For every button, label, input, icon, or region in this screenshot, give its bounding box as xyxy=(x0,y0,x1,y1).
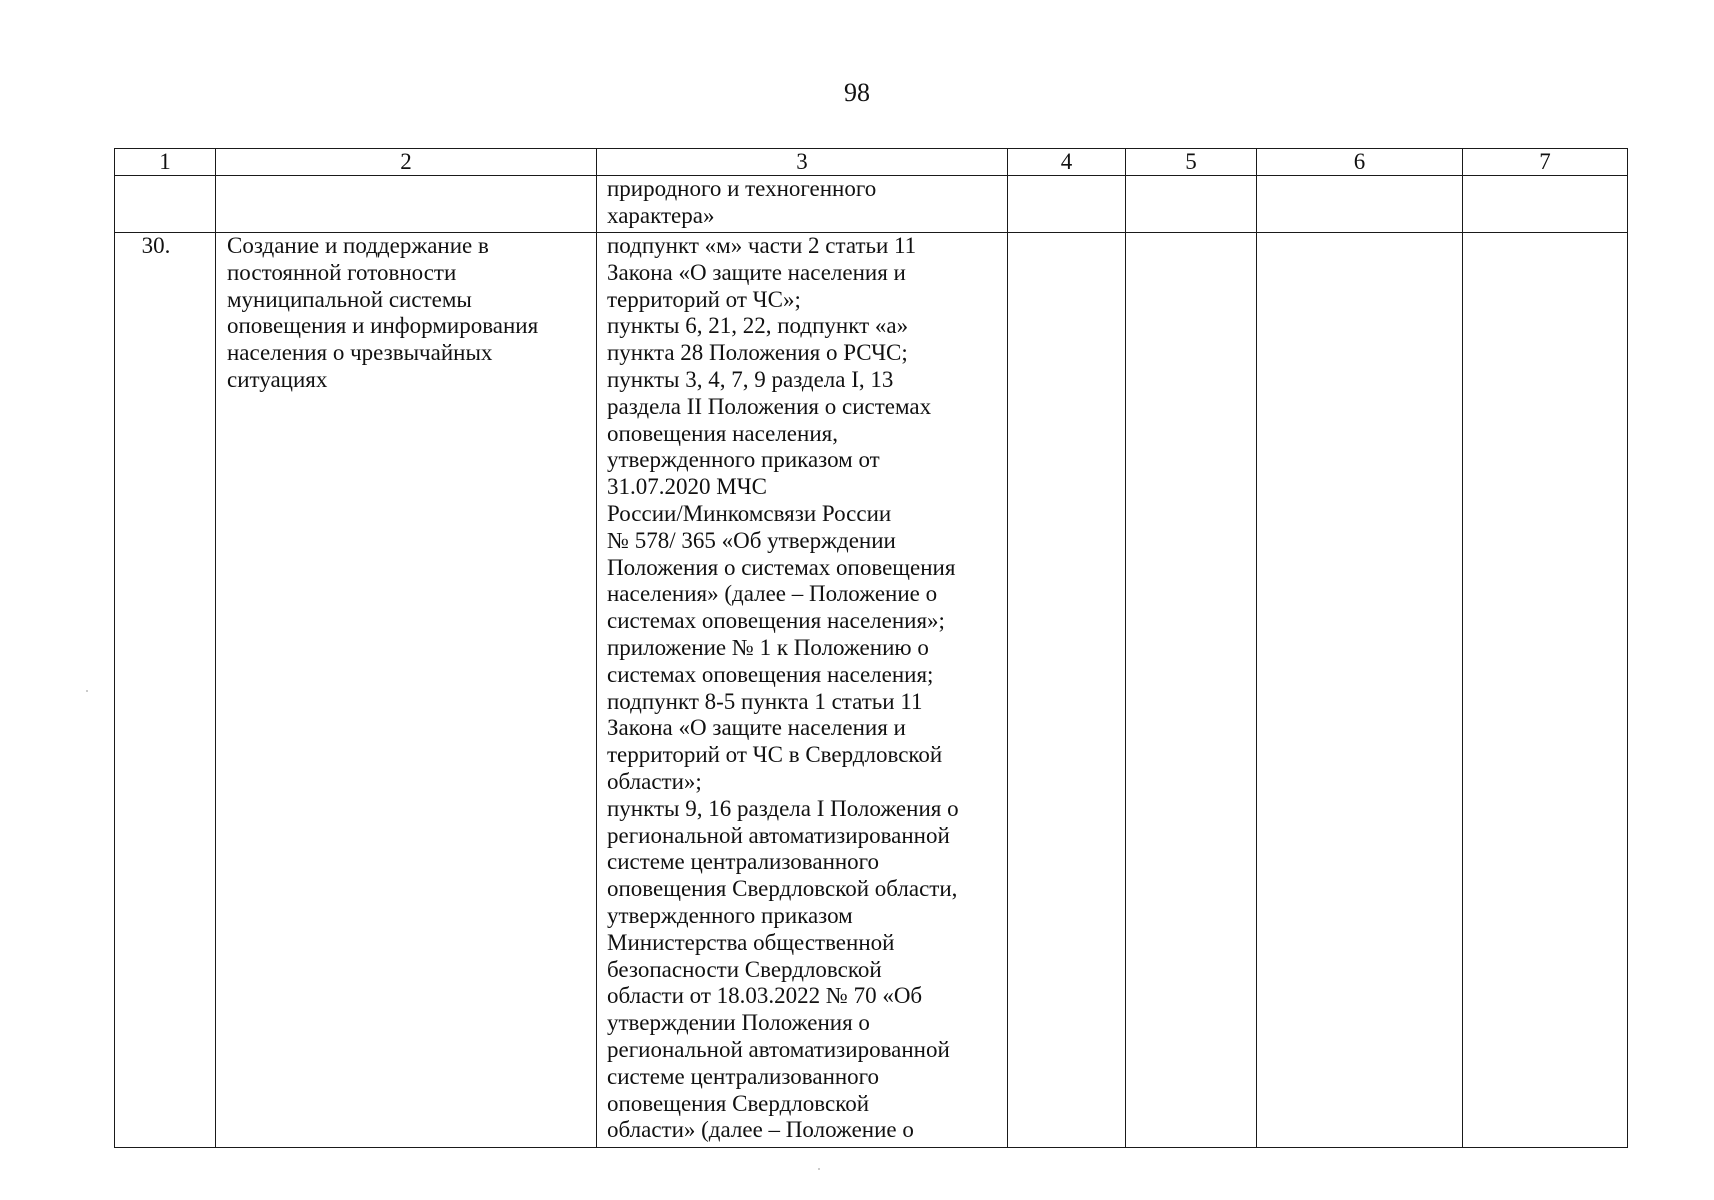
text-line: системах оповещения населения»; xyxy=(607,608,945,634)
text-line: безопасности Свердловской xyxy=(607,956,882,982)
text-line: системе централизованного xyxy=(607,849,880,875)
column-header-3: 3 xyxy=(597,149,1008,176)
scan-speck xyxy=(818,1168,820,1170)
text-line: пункты 6, 21, 22, подпункт «а» xyxy=(607,313,909,339)
continuation-row-col4 xyxy=(1008,176,1126,233)
text-line: утвержденного приказом xyxy=(607,902,853,928)
text-line: населения» (далее – Положение о xyxy=(607,581,938,607)
row-30-col6 xyxy=(1257,233,1463,1148)
text-line: региональной автоматизированной xyxy=(607,1036,950,1062)
text-line: подпункт 8-5 пункта 1 статьи 11 xyxy=(607,688,923,714)
text-line: области»; xyxy=(607,768,702,794)
text-line: населения о чрезвычайных xyxy=(227,340,493,366)
text-line: оповещения Свердловской области, xyxy=(607,876,958,902)
text-line: оповещения Свердловской xyxy=(607,1090,870,1116)
text-line: Закона «О защите населения и xyxy=(607,259,906,285)
row-number: 30. xyxy=(115,233,216,1148)
text-line: 31.07.2020 МЧС xyxy=(607,474,767,500)
continuation-row-col1 xyxy=(115,176,216,233)
text-line: природного и техногенного xyxy=(607,176,877,201)
page-number: 98 xyxy=(844,78,870,107)
continuation-row-col6 xyxy=(1257,176,1463,233)
text-line: территорий от ЧС в Свердловской xyxy=(607,742,943,768)
text-line: Положения о системах оповещения xyxy=(607,554,956,580)
continuation-row xyxy=(115,176,1628,233)
row-30-requirement xyxy=(216,233,597,1148)
continuation-row-col5 xyxy=(1126,176,1257,233)
column-header-7: 7 xyxy=(1463,149,1628,176)
text-line: утвержденного приказом от xyxy=(607,447,880,473)
regulation-table xyxy=(114,148,1628,1148)
column-header-6: 6 xyxy=(1257,149,1463,176)
text-line: области» (далее – Положение о xyxy=(607,1117,914,1143)
row-30-col4 xyxy=(1008,233,1126,1148)
column-header-1: 1 xyxy=(115,149,216,176)
continuation-row-col7 xyxy=(1463,176,1628,233)
text-line: муниципальной системы xyxy=(227,286,472,312)
text-line: оповещения и информирования xyxy=(227,313,539,339)
continuation-row-col2 xyxy=(216,176,597,233)
row-30-col5 xyxy=(1126,233,1257,1148)
text-line: утверждении Положения о xyxy=(607,1010,870,1036)
text-line: пункта 28 Положения о РСЧС; xyxy=(607,340,908,366)
column-header-4: 4 xyxy=(1008,149,1126,176)
text-line: оповещения населения, xyxy=(607,420,838,446)
text-line: пункты 3, 4, 7, 9 раздела I, 13 xyxy=(607,366,894,392)
table-row-30 xyxy=(115,233,1628,1148)
text-line: Закона «О защите населения и xyxy=(607,715,906,741)
text-line: системе централизованного xyxy=(607,1063,880,1089)
column-number-header-row xyxy=(115,149,1628,176)
text-line: подпункт «м» части 2 статьи 11 xyxy=(607,233,917,258)
text-line: Министерства общественной xyxy=(607,929,895,955)
text-line: № 578/ 365 «Об утверждении xyxy=(607,527,896,553)
text-line: постоянной готовности xyxy=(227,259,457,285)
scan-speck xyxy=(86,690,88,692)
text-line: характера» xyxy=(607,202,715,228)
text-line: ситуациях xyxy=(227,366,328,392)
text-line: раздела II Положения о системах xyxy=(607,393,932,419)
text-line: системах оповещения населения; xyxy=(607,661,934,687)
row-30-col7 xyxy=(1463,233,1628,1148)
text-line: области от 18.03.2022 № 70 «Об xyxy=(607,983,923,1009)
column-header-2: 2 xyxy=(216,149,597,176)
text-line: Создание и поддержание в xyxy=(227,233,489,258)
text-line: России/Минкомсвязи России xyxy=(607,500,892,526)
continuation-row-legal-basis xyxy=(597,176,1008,233)
text-line: приложение № 1 к Положению о xyxy=(607,634,929,660)
row-30-legal-basis xyxy=(597,233,1008,1148)
column-header-5: 5 xyxy=(1126,149,1257,176)
text-line: территорий от ЧС»; xyxy=(607,286,801,312)
text-line: региональной автоматизированной xyxy=(607,822,950,848)
text-line: пункты 9, 16 раздела I Положения о xyxy=(607,795,959,821)
